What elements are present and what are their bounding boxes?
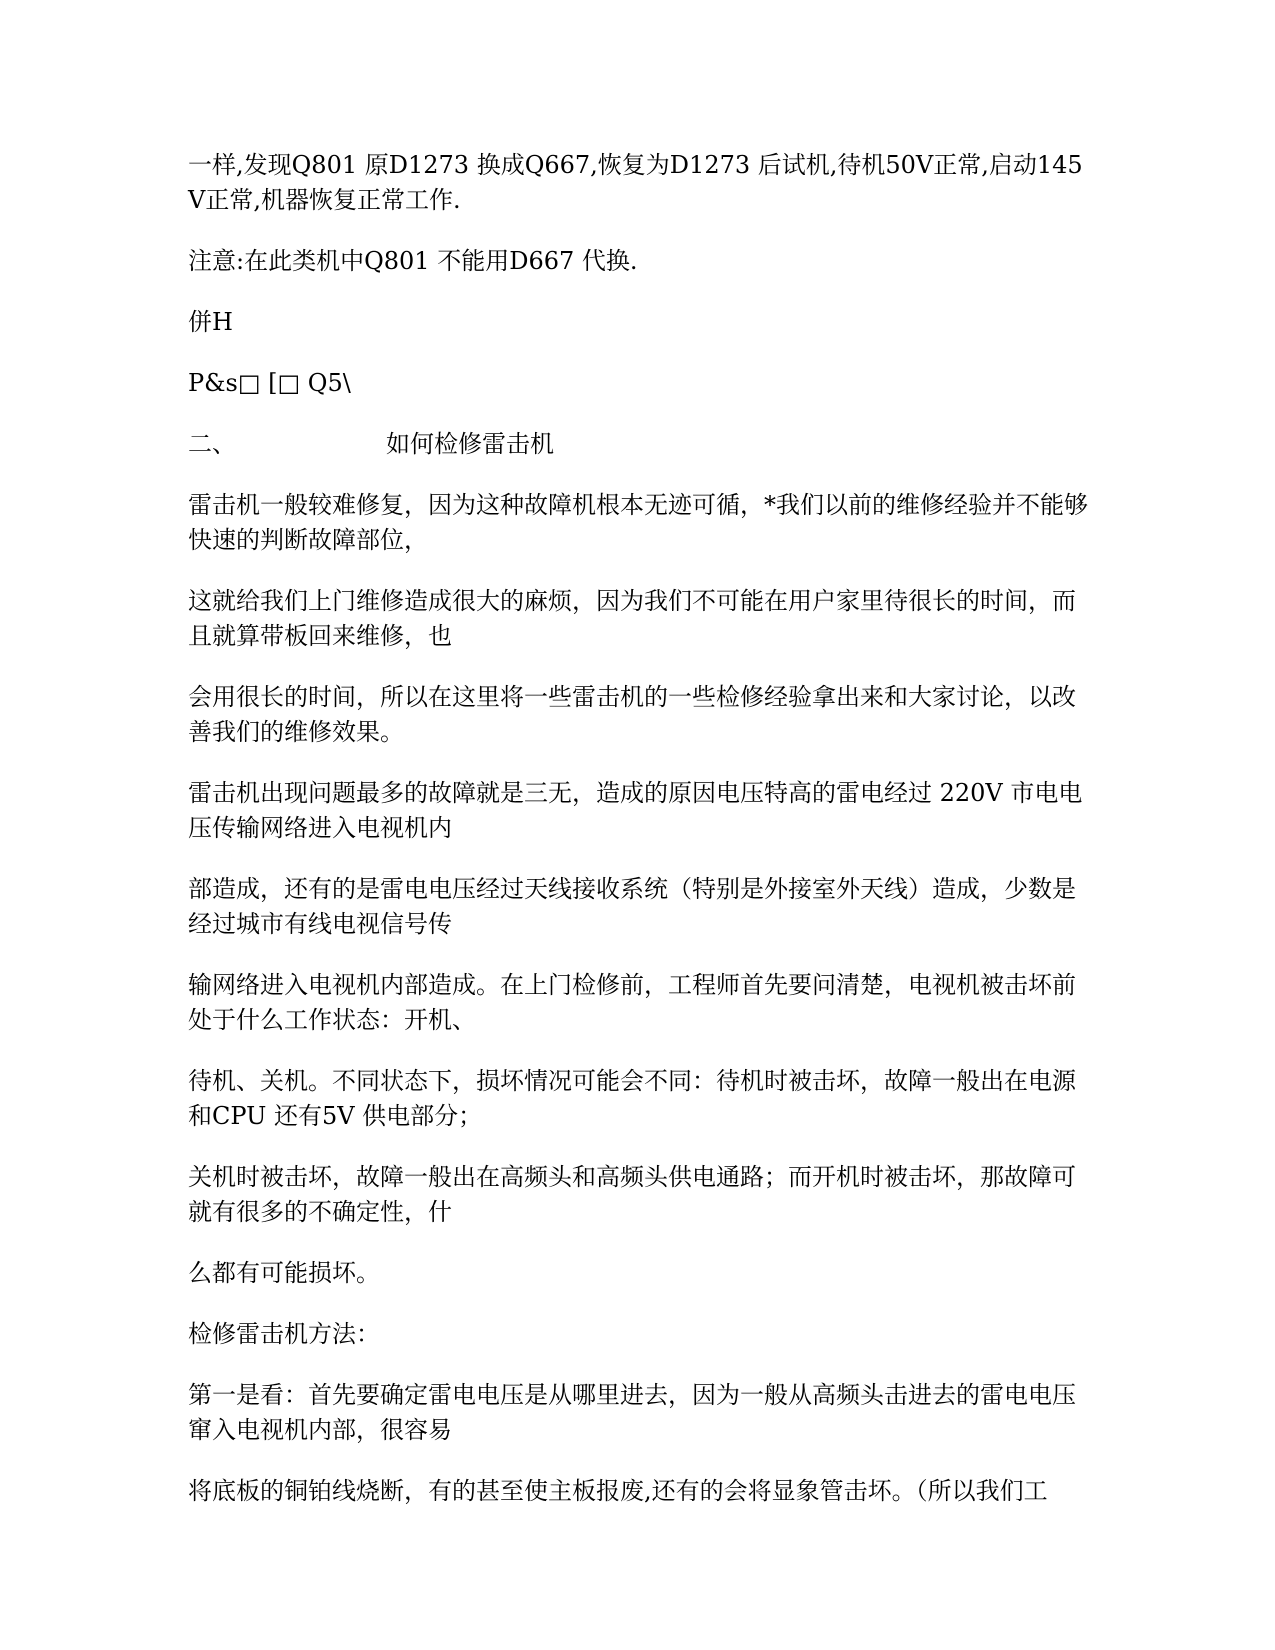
paragraph: P&s□ [□ Q5\ [188, 369, 351, 397]
paragraph: 将底板的铜铂线烧断，有的甚至使主板报废,还有的会将显象管击坏。（所以我们工 [188, 1477, 1048, 1505]
paragraph: 检修雷击机方法： [188, 1320, 380, 1348]
paragraph: 第一是看：首先要确定雷电电压是从哪里进去，因为一般从高频头击进去的雷电电压窜入电视机内部，很容易 [188, 1381, 1076, 1444]
paragraph: 部造成，还有的是雷电电压经过天线接收系统（特别是外接室外天线）造成，少数是经过城市有线电视信号传 [188, 875, 1076, 938]
paragraph: 这就给我们上门维修造成很大的麻烦，因为我们不可能在用户家里待很长的时间，而且就算带板回来维修，也 [188, 587, 1076, 650]
paragraph: 输网络进入电视机内部造成。在上门检修前，工程师首先要问清楚，电视机被击坏前处于什么工作状态：开机、 [188, 971, 1076, 1034]
paragraph: 待机、关机。不同状态下，损坏情况可能会不同：待机时被击坏，故障一般出在电源和CPU 还有5V 供电部分； [188, 1067, 1076, 1130]
paragraph: 会用很长的时间，所以在这里将一些雷击机的一些检修经验拿出来和大家讨论，以改善我们的维修效果。 [188, 683, 1076, 746]
paragraph: 雷击机出现问题最多的故障就是三无，造成的原因电压特高的雷电经过 220V 市电电压传输网络进入电视机内 [188, 779, 1083, 842]
section-number: 二、 [188, 430, 236, 458]
paragraph: 么都有可能损坏。 [188, 1259, 380, 1287]
paragraph: 一样,发现Q801 原D1273 换成Q667,恢复为D1273 后试机,待机50V正常,启动145V正常,机器恢复正常工作. [188, 151, 1083, 214]
section-heading [188, 427, 1093, 462]
paragraph: 雷击机一般较难修复，因为这种故障机根本无迹可循，*我们以前的维修经验并不能够快速的判断故障部位， [188, 491, 1088, 554]
paragraph: 关机时被击坏，故障一般出在高频头和高频头供电通路；而开机时被击坏，那故障可就有很多的不确定性，什 [188, 1163, 1076, 1226]
paragraph: 注意:在此类机中Q801 不能用D667 代换. [188, 247, 638, 275]
section-title: 如何检修雷击机 [386, 430, 554, 458]
document-body [188, 148, 1093, 1535]
paragraph: 併H [188, 308, 233, 336]
